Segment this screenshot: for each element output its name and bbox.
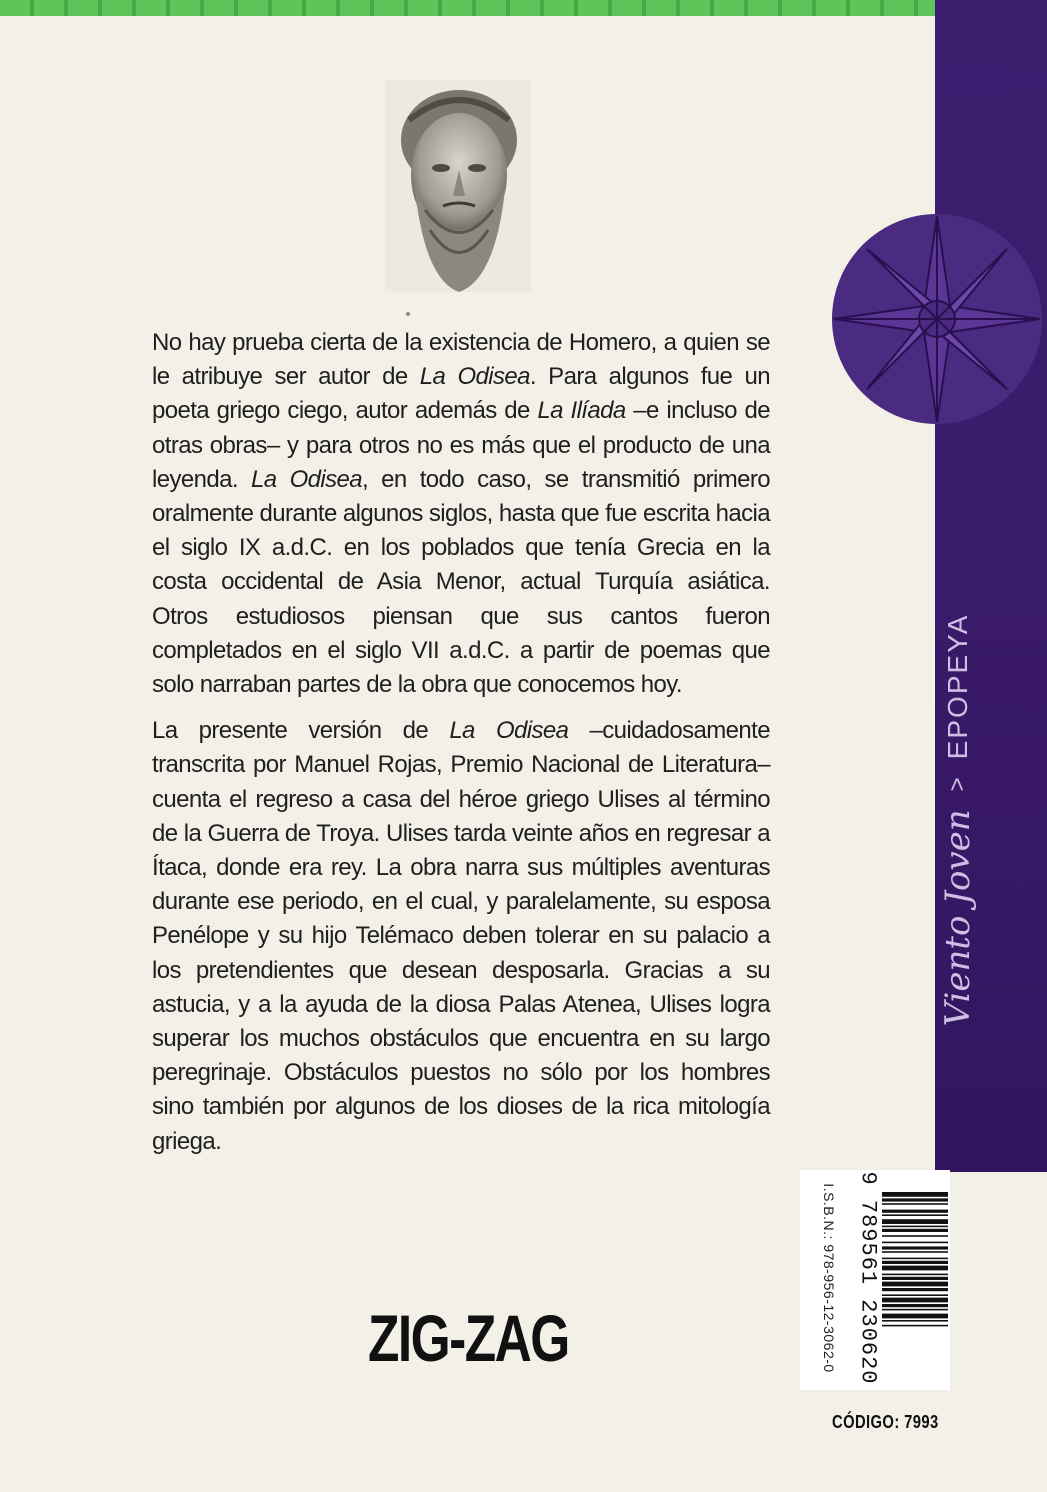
series-name: Viento Joven bbox=[938, 809, 978, 1027]
compass-star-icon bbox=[832, 214, 1042, 424]
homer-bust-image bbox=[385, 80, 531, 292]
book-title-italic: La Odisea bbox=[419, 363, 530, 391]
text-run: –cuidadosamente transcrita por Manuel Rojas, Premio Nacional de Literatura– cuenta el regreso a casa del héroe griego Ulises al término de la Guerra de Troya. Ulises tarda veinte años en regresar a Ítaca, donde era rey. La obra narra sus múltiples aventuras durante ese periodo, en el cual, y paralelamente, su esposa Penélope y su hijo Telémaco deben tolerar en su palacio a los pretendientes que desean desposarla. Gracias a su astucia, y a la ayuda de la diosa Palas Atenea, Ulises logra superar los muchos obstáculos que encuentra en su largo peregrinaje. Obstáculos puestos no sólo por los hombres sino también por algunos de los dioses de la rica mitología griega. bbox=[152, 717, 770, 1155]
book-title-italic: La Odisea bbox=[251, 465, 363, 493]
publisher-logo: ZIG-ZAG bbox=[368, 1301, 569, 1375]
top-green-strip bbox=[0, 0, 935, 16]
barcode-digits: 9 789561 230620 bbox=[855, 1171, 881, 1385]
synopsis-text bbox=[152, 326, 770, 1171]
genre-label: EPOPEYA bbox=[942, 613, 973, 760]
chevron-right-icon: > bbox=[944, 777, 971, 792]
text-run: –e incluso de otras obras– y para otros no es más que el producto de una leyenda. bbox=[152, 397, 770, 493]
book-title-italic: La Ilíada bbox=[537, 397, 626, 425]
isbn-label: I.S.B.N.: 978-956-12-3062-0 bbox=[821, 1183, 837, 1373]
book-title-italic: La Odisea bbox=[449, 717, 569, 745]
text-run: No hay prueba cierta de la existencia de Homero, a quien se le atribuye ser autor de bbox=[152, 329, 770, 391]
text-run: La presente versión de bbox=[152, 717, 450, 745]
text-run: , en todo caso, se transmitió primero oralmente durante algunos siglos, hasta que fue escrita hacia el siglo IX a.d.C. en los poblados que tenía Grecia en la costa occidental de Asia Menor, actual Turquía asiática. Otros estudiosos piensan que sus cantos fueron completados en el siglo VII a.d.C. a partir de poemas que solo narraban partes de la obra que conocemos hoy. bbox=[152, 465, 770, 699]
text-run: . Para algunos fue un poeta griego ciego, autor además de bbox=[152, 363, 770, 425]
spine-title bbox=[938, 614, 978, 1027]
product-code: CÓDIGO: 7993 bbox=[832, 1412, 939, 1432]
decorative-mark bbox=[406, 312, 410, 316]
synopsis-paragraph bbox=[152, 714, 770, 1159]
synopsis-paragraph bbox=[152, 326, 770, 702]
